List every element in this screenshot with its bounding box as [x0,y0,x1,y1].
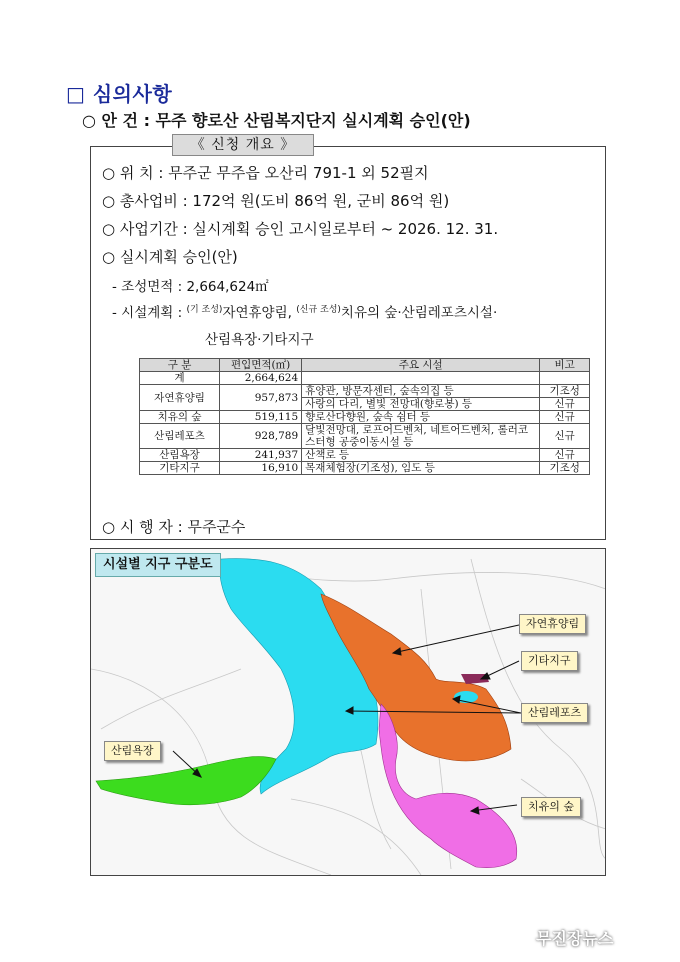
table-row [140,411,590,424]
approval-item: ○ 실시계획 승인(안) [102,248,238,266]
area-item: - 조성면적 : 2,664,624㎡ [112,279,269,295]
table-cell: 자연휴양림 [140,385,220,411]
facility-table [139,358,590,475]
table-cell: 16,910 [220,462,302,475]
plan-text-existing: 자연휴양림, [222,305,297,321]
plan-sup-new: (신규 조성) [296,305,341,315]
table-cell: 신규 [540,449,590,462]
table-header: 편입면적(㎡) [220,359,302,372]
table-header: 구 분 [140,359,220,372]
plan-text-new: 치유의 숲·산림레포츠시설· [340,305,498,321]
label-other: 기타지구 [521,651,578,671]
label-healing: 치유의 숲 [521,797,581,817]
table-cell: 산림욕장 [140,449,220,462]
agenda-title: ○ 안 건 : 무주 향로산 산림복지단지 실시계획 승인(안) [82,111,471,130]
table-cell: 산책로 등 [302,449,540,462]
table-header-row [140,359,590,372]
facility-plan-line2: 산림욕장·기타지구 [205,332,314,348]
watermark: 무진장뉴스 [536,929,614,948]
label-sports: 산림레포츠 [521,703,588,723]
table-row [140,424,590,449]
label-forest: 자연휴양림 [519,614,586,634]
table-cell: 치유의 숲 [140,411,220,424]
plan-sup-existing: (기 조성) [186,305,223,315]
label-bath: 산림욕장 [104,741,161,761]
table-cell: 신규 [540,424,590,449]
table-cell: 241,937 [220,449,302,462]
period-item: ○ 사업기간 : 실시계획 승인 고시일로부터 ~ 2026. 12. 31. [102,220,499,238]
section-title: □ 심의사항 [66,82,173,106]
table-cell: 기타지구 [140,462,220,475]
table-cell [540,372,590,385]
summary-tab-label: 《 신청 개요 》 [172,134,314,156]
table-cell: 기조성 [540,385,590,398]
facility-plan-item [112,301,497,321]
table-row [140,385,590,398]
table-cell: 957,873 [220,385,302,411]
table-cell: 휴양관, 방문자센터, 숲속의집 등 [302,385,540,398]
table-cell: 산림레포츠 [140,424,220,449]
table-cell: 928,789 [220,424,302,449]
map-title: 시설별 지구 구분도 [95,553,221,577]
table-cell: 519,115 [220,411,302,424]
plan-prefix: - 시설계획 : [112,305,187,321]
table-cell: 2,664,624 [220,372,302,385]
table-cell: 기조성 [540,462,590,475]
table-row [140,462,590,475]
location-item: ○ 위 치 : 무주군 무주읍 오산리 791-1 외 52필지 [102,164,429,182]
cost-item: ○ 총사업비 : 172억 원(도비 86억 원, 군비 86억 원) [102,192,450,210]
table-cell: 신규 [540,398,590,411]
table-cell [302,372,540,385]
bath-zone [96,757,276,805]
table-cell: 사랑의 다리, 별빛 전망대(향로봉) 등 [302,398,540,411]
table-row [140,449,590,462]
executor-item: ○ 시 행 자 : 무주군수 [102,518,246,536]
table-cell: 계 [140,372,220,385]
table-cell: 목재체험장(기조성), 임도 등 [302,462,540,475]
table-cell: 향로산다향원, 숲속 쉼터 등 [302,411,540,424]
table-header: 주요 시설 [302,359,540,372]
table-header: 비고 [540,359,590,372]
table-cell: 신규 [540,411,590,424]
table-cell: 달빛전망대, 로프어드벤처, 네트어드벤처, 롤러코스터형 공중이동시설 등 [302,424,540,449]
table-row [140,372,590,385]
